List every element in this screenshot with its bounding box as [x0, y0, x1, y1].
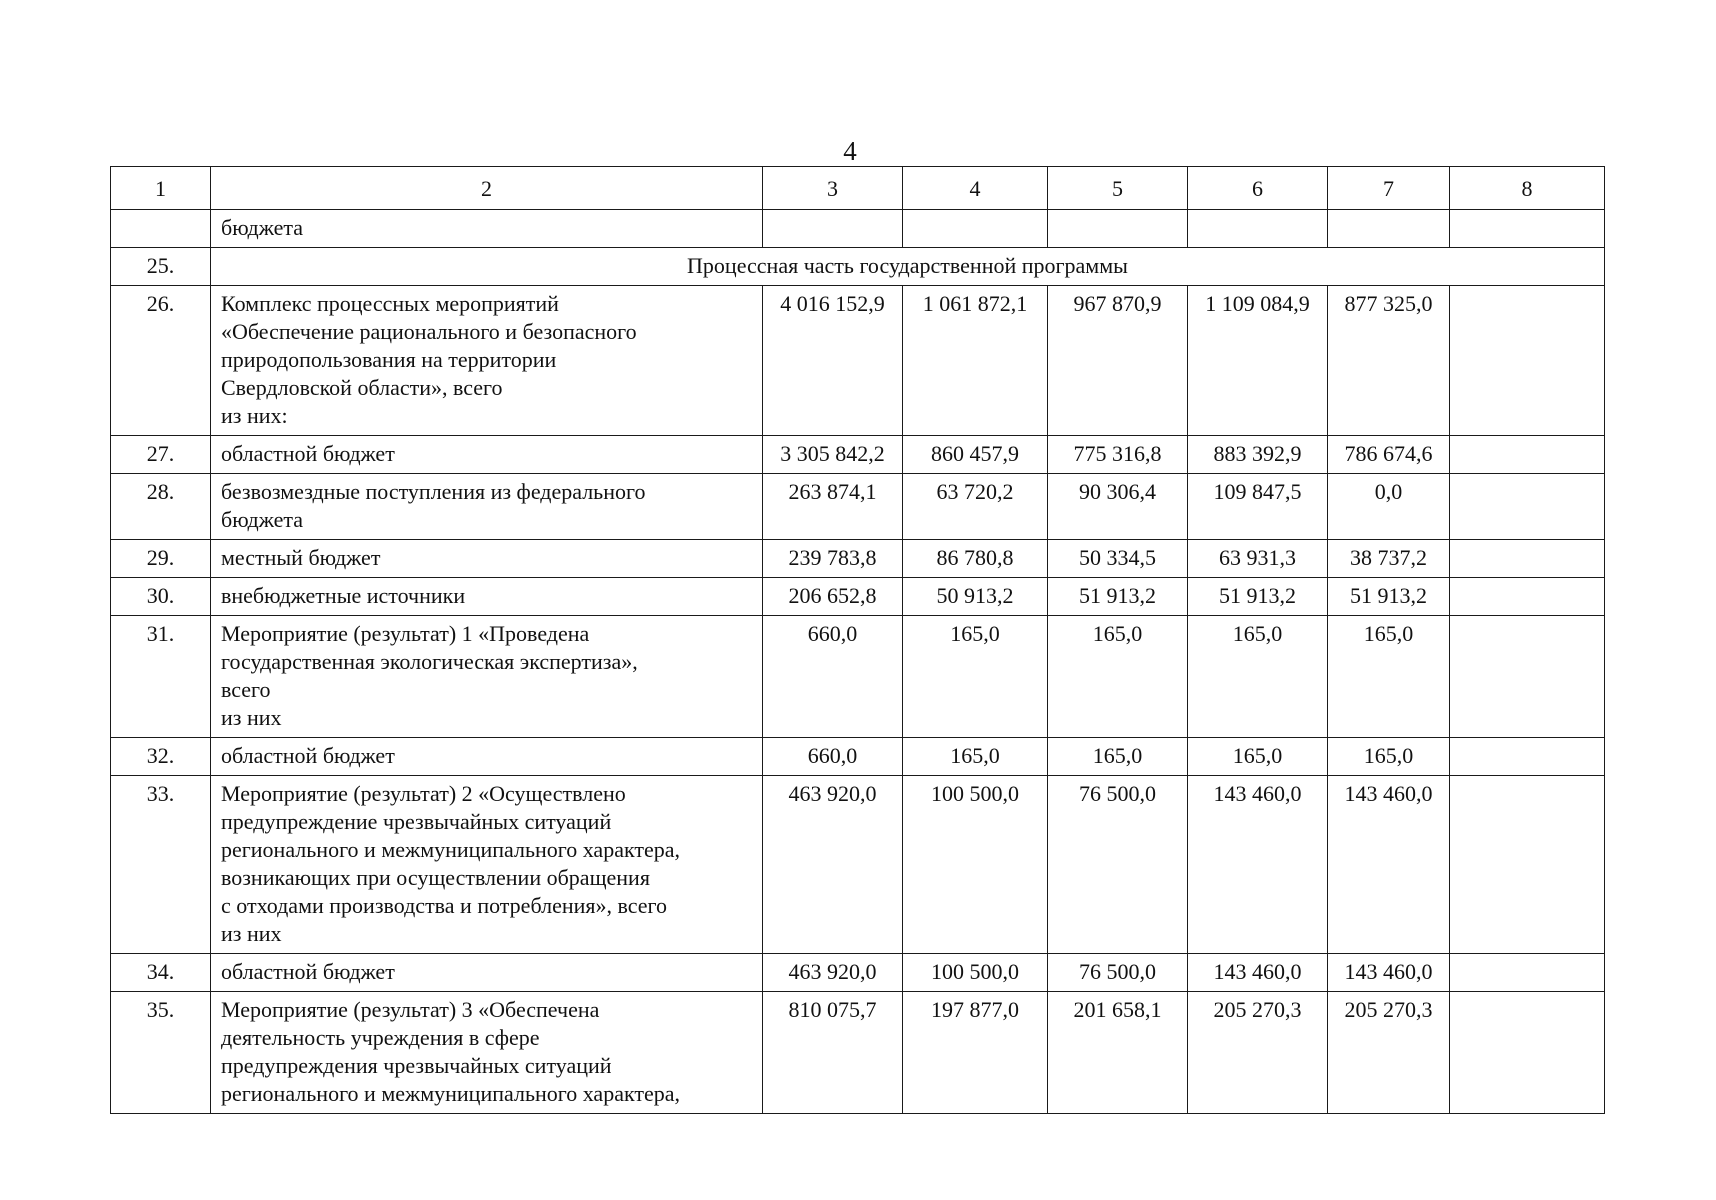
value-cell-col-3	[763, 210, 903, 248]
value-cell-col-5	[1048, 210, 1188, 248]
value-cell-col-8	[1450, 776, 1605, 954]
value-cell-col-5: 165,0	[1048, 616, 1188, 738]
row-name-line: безвозмездные поступления из федерального	[221, 479, 646, 504]
row-name-line: внебюджетные источники	[221, 583, 466, 608]
value-cell-col-7: 143 460,0	[1328, 776, 1450, 954]
row-name-line: бюджета	[221, 215, 304, 240]
value-cell-col-8	[1450, 992, 1605, 1114]
value-cell-col-3: 206 652,8	[763, 578, 903, 616]
value-cell-col-8	[1450, 210, 1605, 248]
column-number-header: 7	[1328, 167, 1450, 210]
row-name-line: предупреждения чрезвычайных ситуаций	[221, 1053, 612, 1078]
row-name-line: из них	[221, 921, 282, 946]
row-name-line: местный бюджет	[221, 545, 381, 570]
row-number: 28.	[111, 474, 211, 540]
value-cell-col-5: 90 306,4	[1048, 474, 1188, 540]
value-cell-col-7: 877 325,0	[1328, 286, 1450, 436]
row-name-line: Мероприятие (результат) 1 «Проведена	[221, 621, 590, 646]
row-number	[111, 210, 211, 248]
value-cell-col-6: 143 460,0	[1188, 954, 1328, 992]
row-number: 26.	[111, 286, 211, 436]
value-cell-col-3: 463 920,0	[763, 776, 903, 954]
budget-table	[110, 166, 1605, 1114]
row-name	[211, 578, 763, 616]
row-name-line: регионального и межмуниципального характера,	[221, 1081, 681, 1106]
row-name-line: всего	[221, 677, 271, 702]
row-name-line: деятельность учреждения в сфере	[221, 1025, 540, 1050]
column-number-header: 3	[763, 167, 903, 210]
value-cell-col-6: 63 931,3	[1188, 540, 1328, 578]
section-title: Процессная часть государственной программы	[211, 248, 1605, 286]
value-cell-col-8	[1450, 540, 1605, 578]
row-name	[211, 210, 763, 248]
value-cell-col-7: 165,0	[1328, 738, 1450, 776]
value-cell-col-6: 883 392,9	[1188, 436, 1328, 474]
value-cell-col-4: 100 500,0	[903, 776, 1048, 954]
value-cell-col-7: 0,0	[1328, 474, 1450, 540]
column-number-header: 4	[903, 167, 1048, 210]
row-name-line: Свердловской области», всего	[221, 375, 503, 400]
row-number: 35.	[111, 992, 211, 1114]
row-name-line: Комплекс процессных мероприятий	[221, 291, 559, 316]
row-number: 34.	[111, 954, 211, 992]
column-number-header: 6	[1188, 167, 1328, 210]
page-number: 4	[843, 136, 857, 166]
value-cell-col-3: 239 783,8	[763, 540, 903, 578]
value-cell-col-4: 100 500,0	[903, 954, 1048, 992]
value-cell-col-4	[903, 210, 1048, 248]
row-name-line: предупреждение чрезвычайных ситуаций	[221, 809, 612, 834]
value-cell-col-8	[1450, 616, 1605, 738]
row-name	[211, 992, 763, 1114]
value-cell-col-4: 860 457,9	[903, 436, 1048, 474]
value-cell-col-6: 143 460,0	[1188, 776, 1328, 954]
table-row	[111, 436, 1605, 474]
value-cell-col-5: 775 316,8	[1048, 436, 1188, 474]
value-cell-col-8	[1450, 474, 1605, 540]
row-name	[211, 776, 763, 954]
value-cell-col-8	[1450, 436, 1605, 474]
row-name	[211, 436, 763, 474]
row-number: 31.	[111, 616, 211, 738]
value-cell-col-5: 76 500,0	[1048, 776, 1188, 954]
table-row	[111, 578, 1605, 616]
value-cell-col-5: 201 658,1	[1048, 992, 1188, 1114]
row-name	[211, 286, 763, 436]
row-number: 30.	[111, 578, 211, 616]
row-name-line: регионального и межмуниципального характера,	[221, 837, 681, 862]
row-name	[211, 474, 763, 540]
row-name-line: государственная экологическая экспертиза»,	[221, 649, 638, 674]
row-name-line: «Обеспечение рационального и безопасного	[221, 319, 637, 344]
value-cell-col-3: 4 016 152,9	[763, 286, 903, 436]
value-cell-col-7: 165,0	[1328, 616, 1450, 738]
table-body	[111, 210, 1605, 1114]
value-cell-col-8	[1450, 954, 1605, 992]
row-name-line: областной бюджет	[221, 959, 395, 984]
value-cell-col-5: 76 500,0	[1048, 954, 1188, 992]
value-cell-col-3: 810 075,7	[763, 992, 903, 1114]
value-cell-col-6: 165,0	[1188, 616, 1328, 738]
value-cell-col-7: 143 460,0	[1328, 954, 1450, 992]
value-cell-col-3: 3 305 842,2	[763, 436, 903, 474]
row-number: 32.	[111, 738, 211, 776]
value-cell-col-7: 205 270,3	[1328, 992, 1450, 1114]
value-cell-col-5: 165,0	[1048, 738, 1188, 776]
value-cell-col-6: 1 109 084,9	[1188, 286, 1328, 436]
value-cell-col-6: 51 913,2	[1188, 578, 1328, 616]
row-name	[211, 738, 763, 776]
value-cell-col-4: 63 720,2	[903, 474, 1048, 540]
table-row	[111, 992, 1605, 1114]
value-cell-col-8	[1450, 738, 1605, 776]
column-number-header: 5	[1048, 167, 1188, 210]
table-row	[111, 540, 1605, 578]
row-name-line: природопользования на территории	[221, 347, 557, 372]
table-row	[111, 286, 1605, 436]
row-number: 33.	[111, 776, 211, 954]
row-name	[211, 540, 763, 578]
row-name-line: из них	[221, 705, 282, 730]
value-cell-col-4: 50 913,2	[903, 578, 1048, 616]
row-number: 29.	[111, 540, 211, 578]
value-cell-col-8	[1450, 286, 1605, 436]
row-name-line: с отходами производства и потребления», всего	[221, 893, 668, 918]
value-cell-col-4: 197 877,0	[903, 992, 1048, 1114]
row-name-line: из них:	[221, 403, 288, 428]
value-cell-col-8	[1450, 578, 1605, 616]
value-cell-col-6: 165,0	[1188, 738, 1328, 776]
value-cell-col-3: 660,0	[763, 738, 903, 776]
row-number: 27.	[111, 436, 211, 474]
value-cell-col-3: 463 920,0	[763, 954, 903, 992]
value-cell-col-3: 660,0	[763, 616, 903, 738]
table-row	[111, 738, 1605, 776]
value-cell-col-6: 205 270,3	[1188, 992, 1328, 1114]
value-cell-col-6	[1188, 210, 1328, 248]
column-number-header: 8	[1450, 167, 1605, 210]
row-name-line: возникающих при осуществлении обращения	[221, 865, 650, 890]
value-cell-col-3: 263 874,1	[763, 474, 903, 540]
row-name-line: областной бюджет	[221, 743, 395, 768]
table-row	[111, 954, 1605, 992]
table-row	[111, 616, 1605, 738]
table-row	[111, 210, 1605, 248]
section-row	[111, 248, 1605, 286]
row-name	[211, 616, 763, 738]
row-number: 25.	[111, 248, 211, 286]
row-name-line: Мероприятие (результат) 2 «Осуществлено	[221, 781, 626, 806]
value-cell-col-4: 165,0	[903, 616, 1048, 738]
table-row	[111, 474, 1605, 540]
row-name-line: областной бюджет	[221, 441, 395, 466]
value-cell-col-5: 50 334,5	[1048, 540, 1188, 578]
value-cell-col-7	[1328, 210, 1450, 248]
value-cell-col-4: 86 780,8	[903, 540, 1048, 578]
table-row	[111, 776, 1605, 954]
value-cell-col-4: 1 061 872,1	[903, 286, 1048, 436]
value-cell-col-4: 165,0	[903, 738, 1048, 776]
row-name	[211, 954, 763, 992]
value-cell-col-5: 51 913,2	[1048, 578, 1188, 616]
value-cell-col-7: 38 737,2	[1328, 540, 1450, 578]
value-cell-col-7: 786 674,6	[1328, 436, 1450, 474]
column-number-header: 1	[111, 167, 211, 210]
column-number-header-row	[111, 167, 1605, 210]
column-number-header: 2	[211, 167, 763, 210]
row-name-line: Мероприятие (результат) 3 «Обеспечена	[221, 997, 600, 1022]
value-cell-col-6: 109 847,5	[1188, 474, 1328, 540]
value-cell-col-7: 51 913,2	[1328, 578, 1450, 616]
value-cell-col-5: 967 870,9	[1048, 286, 1188, 436]
row-name-line: бюджета	[221, 507, 304, 532]
